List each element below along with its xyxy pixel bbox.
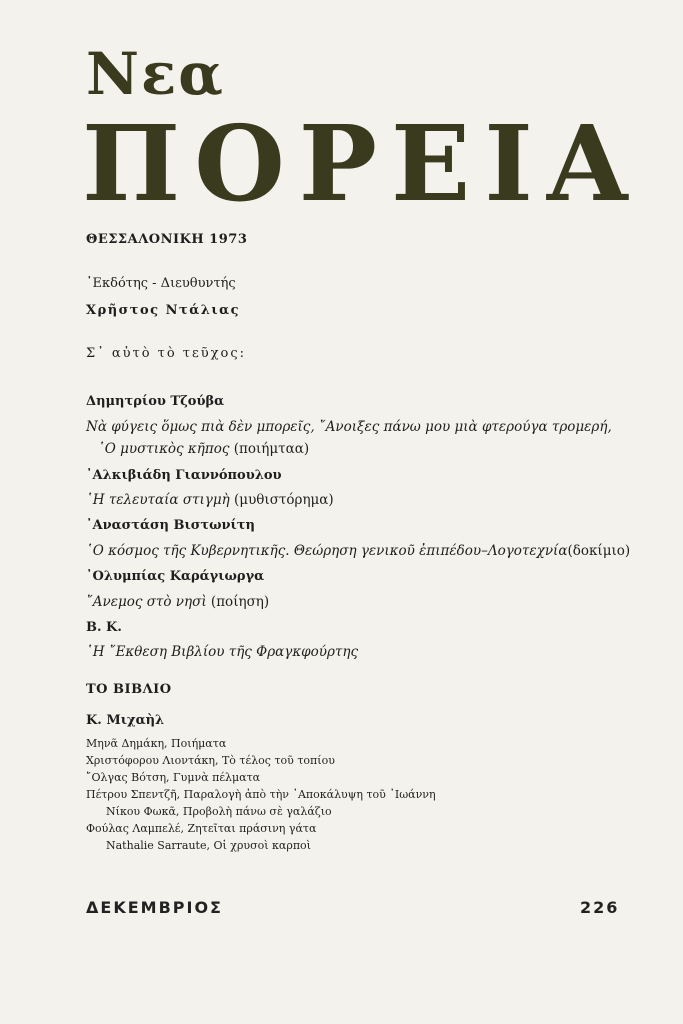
review-item: ῎Ολγας Βότση, Γυμνὰ πέλματα: [86, 771, 261, 784]
review-item: Νίκου Φωκᾶ, Προβολὴ πάνω σὲ γαλάζιο: [106, 805, 332, 818]
contents-work-3: [86, 543, 630, 559]
book-section-heading: ΤΟ ΒΙΒΛΙΟ: [86, 682, 172, 697]
contents-work-1a: [86, 419, 612, 435]
masthead-poreia: ΠΟΡΕΙΑ: [82, 102, 642, 225]
contents-author-5: Β. Κ.: [86, 620, 122, 635]
contents-author-4: ᾿Ολυμπίας Καράγιωργα: [86, 569, 265, 584]
review-item: Nathalie Sarraute, Οἱ χρυσοὶ καρποὶ: [106, 839, 311, 852]
place-year: ΘΕΣΣΑΛΟΝΙΚΗ 1973: [86, 232, 248, 247]
work-genre: (δοκίμιο): [567, 543, 631, 559]
work-title: ῾Η τελευταία στιγμὴ: [86, 492, 230, 508]
book-reviewer: Κ. Μιχαὴλ: [86, 713, 165, 728]
review-item: Πέτρου Σπεντζῆ, Παραλογὴ ἀπὸ τὴν ᾿Αποκάλυψη τοῦ ᾿Ιωάννη: [86, 788, 436, 801]
work-title: ῾Ο κόσμος τῆς Κυβερνητικῆς. Θεώρηση γενικοῦ ἐπιπέδου–Λογοτεχνία: [86, 543, 568, 559]
contents-work-5: [86, 644, 358, 660]
publisher-name: Χρῆστος Ντάλιας: [86, 303, 241, 318]
contents-author-1: Δημητρίου Τζούβα: [86, 394, 225, 409]
contents-work-1b: [98, 441, 309, 457]
work-genre: (μυθιστόρημα): [234, 492, 334, 508]
review-item: Φούλας Λαμπελέ, Ζητεῖται πράσινη γάτα: [86, 822, 317, 835]
review-item: Μηνᾶ Δημάκη, Ποιήματα: [86, 737, 227, 750]
contents-work-2: [86, 492, 334, 508]
work-title: ῎Ανεμος στὸ νησὶ: [86, 594, 207, 610]
work-title: ῾Η ῎Εκθεση Βιβλίου τῆς Φραγκφούρτης: [86, 644, 359, 660]
work-title: Νὰ φύγεις ὅμως πιὰ δὲν μπορεῖς, ῎Ανοιξες πάνω μου μιὰ φτερούγα τρομερή,: [86, 419, 612, 435]
contents-heading: Σ᾿ αὐτὸ τὸ τεῦχος:: [86, 346, 247, 361]
review-item: Χριστόφορου Λιοντάκη, Τὸ τέλος τοῦ τοπίου: [86, 754, 335, 767]
issue-month: ΔΕΚΕΜΒΡΙΟΣ: [86, 898, 223, 917]
contents-author-2: ᾿Αλκιβιάδη Γιαννόπουλου: [86, 468, 282, 483]
contents-work-4: [86, 594, 269, 610]
issue-number: 226: [580, 898, 620, 917]
publisher-label: ᾿Εκδότης - Διευθυντής: [86, 276, 236, 291]
contents-author-3: ᾿Αναστάση Βιστωνίτη: [86, 518, 256, 533]
masthead-nea: Νεα: [86, 40, 225, 108]
work-genre: (ποίηση): [210, 594, 270, 610]
work-title: ῾Ο μυστικὸς κῆπος: [98, 441, 230, 457]
work-genre: (ποιήμταα): [233, 441, 310, 457]
